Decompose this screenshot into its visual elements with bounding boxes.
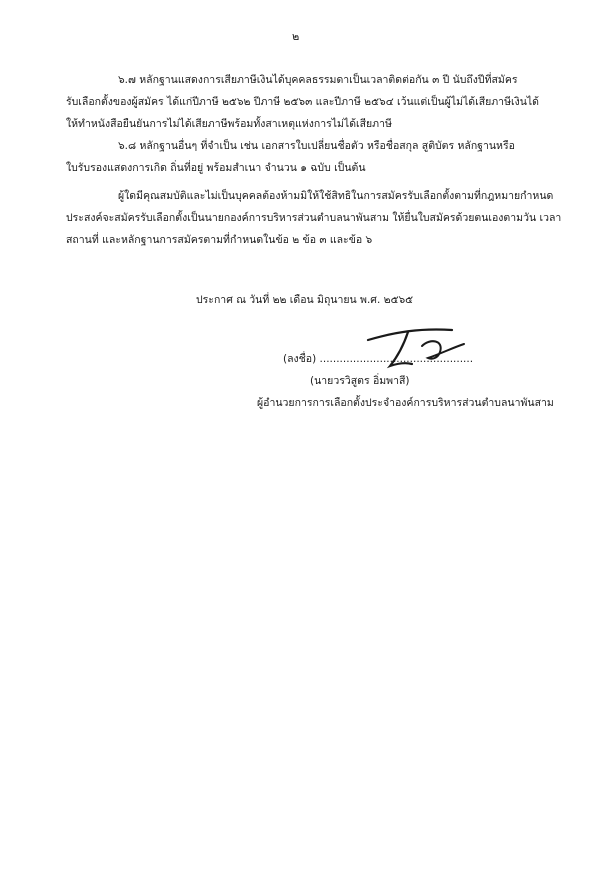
- item-6-7-line-1: ๖.๗ หลักฐานแสดงการเสียภาษีเงินได้บุคคลธรรมดาเป็นเวลาติดต่อกัน ๓ ปี นับถึงปีที่สมัคร: [118, 74, 518, 86]
- closing-line-2: ประสงค์จะสมัครรับเลือกตั้งเป็นนายกองค์การบริหารส่วนตำบลนาพันสาม ให้ยื่นใบสมัครด้วยตนเองตามวัน เวลา: [66, 212, 562, 224]
- signer-name: (นายวรวิสูตร อิ่มพาสี): [310, 375, 410, 387]
- item-6-7-line-3: ให้ทำหนังสือยืนยันการไม่ได้เสียภาษีพร้อมทั้งสาเหตุแห่งการไม่ได้เสียภาษี: [66, 118, 392, 130]
- item-6-8-line-2: ใบรับรองแสดงการเกิด ถิ่นที่อยู่ พร้อมสำเนา จำนวน ๑ ฉบับ เป็นต้น: [66, 162, 366, 174]
- item-6-8-line-1: ๖.๘ หลักฐานอื่นๆ ที่จำเป็น เช่น เอกสารใบเปลี่ยนชื่อตัว หรือชื่อสกุล สูติบัตร หลักฐานหรือ: [118, 140, 515, 152]
- item-6-7-line-2: รับเลือกตั้งของผู้สมัคร ได้แก่ปีภาษี ๒๕๖๒ ปีภาษี ๒๕๖๓ และปีภาษี ๒๕๖๔ เว้นแต่เป็นผู้ไม่ได้เสียภาษีเงินได้: [66, 96, 539, 108]
- signer-position: ผู้อำนวยการการเลือกตั้งประจำองค์การบริหารส่วนตำบลนาพันสาม: [257, 397, 554, 409]
- closing-line-1: ผู้ใดมีคุณสมบัติและไม่เป็นบุคคลต้องห้ามมิให้ใช้สิทธิในการสมัครรับเลือกตั้งตามที่กฎหมายกำหนด: [118, 190, 554, 202]
- handwritten-signature: [360, 318, 480, 378]
- announcement-date: ประกาศ ณ วันที่ ๒๒ เดือน มิถุนายน พ.ศ. ๒๕๖๕: [196, 294, 414, 306]
- signed-label: (ลงชื่อ) ..............................................: [283, 353, 474, 365]
- page-number: ๒: [292, 30, 300, 43]
- closing-line-3: สถานที่ และหลักฐานการสมัครตามที่กำหนดในข้อ ๒ ข้อ ๓ และข้อ ๖: [66, 234, 373, 246]
